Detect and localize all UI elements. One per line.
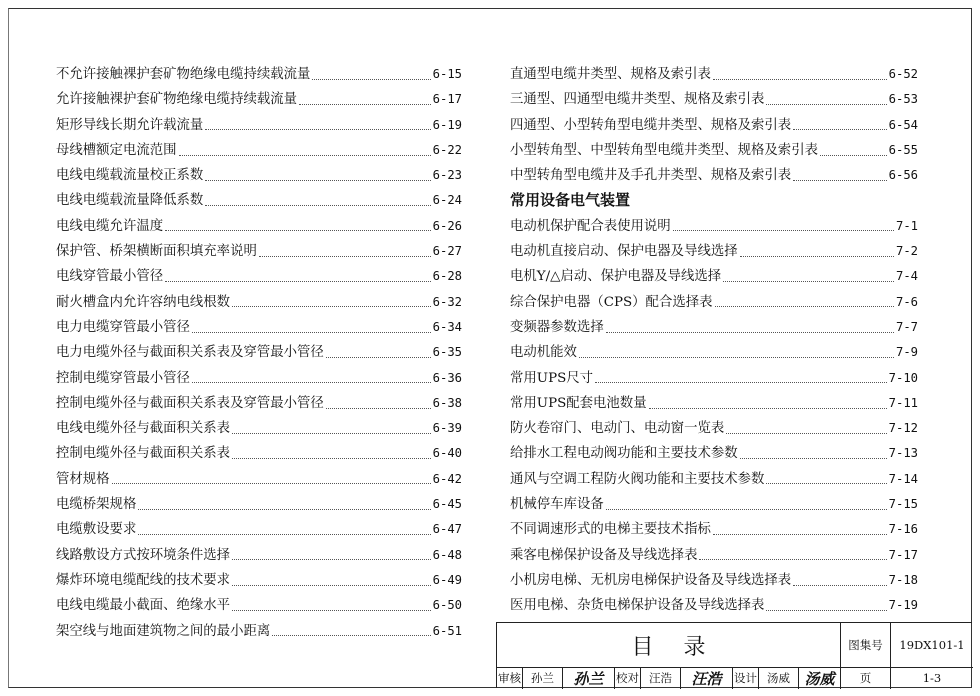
- toc-entry-page: 7-1: [895, 218, 918, 233]
- toc-entry: [56, 568, 462, 593]
- toc-entry-title: 线路敷设方式按环境条件选择: [56, 547, 231, 563]
- toc-entry-page: 6-35: [432, 345, 462, 360]
- dot-leader: [326, 356, 431, 358]
- dot-leader: [699, 558, 886, 560]
- dot-leader: [205, 128, 430, 130]
- dot-leader: [205, 179, 430, 181]
- toc-entry-page: 6-28: [432, 269, 462, 284]
- dot-leader: [192, 381, 431, 383]
- toc-entry-page: 6-42: [432, 471, 462, 486]
- dot-leader: [259, 255, 431, 257]
- dot-leader: [606, 331, 894, 333]
- toc-entry-title: 控制电缆穿管最小管径: [56, 370, 190, 386]
- toc-entry-page: 6-24: [432, 193, 462, 208]
- toc-entry-page: 6-39: [432, 421, 462, 436]
- toc-entry-page: 6-50: [432, 598, 462, 613]
- toc-entry-title: 不同调速形式的电梯主要技术指标: [510, 522, 711, 538]
- toc-entry: [56, 366, 462, 391]
- toc-entry-title: 通风与空调工程防火阀功能和主要技术参数: [510, 471, 765, 487]
- dot-leader: [740, 457, 887, 459]
- toc-entry: [56, 416, 462, 441]
- dot-leader: [715, 305, 894, 307]
- toc-entry: [56, 543, 462, 568]
- toc-entry-title: 三通型、四通型电缆井类型、规格及索引表: [510, 92, 765, 108]
- toc-entry-title: 机械停车库设备: [510, 497, 604, 513]
- toc-entry-page: 6-52: [888, 67, 918, 81]
- toc-entry-page: 7-16: [888, 522, 918, 537]
- check-signature: 汪浩: [681, 667, 733, 689]
- toc-entry-title: 中型转角型电缆井及手孔井类型、规格及索引表: [510, 168, 792, 184]
- dot-leader: [299, 103, 431, 105]
- toc-entry-page: 6-23: [432, 168, 462, 183]
- toc-entry: [510, 87, 918, 112]
- toc-entry-title: 电线电缆允许温度: [56, 218, 164, 234]
- dot-leader: [232, 432, 431, 434]
- toc-entry-title: 架空线与地面建筑物之间的最小距离: [56, 623, 271, 639]
- section-heading: 常用设备电气装置: [510, 191, 631, 210]
- toc-entry-page: 7-4: [895, 269, 918, 284]
- toc-entry-page: 6-27: [432, 244, 462, 259]
- toc-entry-page: 6-49: [432, 572, 462, 587]
- toc-entry: [56, 290, 462, 315]
- toc-entry: [510, 441, 918, 466]
- toc-entry-title: 控制电缆外径与截面积关系表及穿管最小管径: [56, 395, 324, 411]
- toc-entry-page: 6-26: [432, 218, 462, 233]
- toc-entry-title: 医用电梯、杂货电梯保护设备及导线选择表: [510, 598, 765, 614]
- toc-entry-page: 7-19: [888, 598, 918, 613]
- toc-entry-title: 耐火槽盒内允许容纳电线根数: [56, 294, 231, 310]
- toc-entry-page: 6-15: [432, 67, 462, 81]
- toc-entry-title: 电线穿管最小管径: [56, 269, 164, 285]
- toc-entry-page: 7-12: [888, 421, 918, 436]
- toc-entry-page: 7-2: [895, 244, 918, 259]
- toc-entry: [56, 492, 462, 517]
- toc-entry-title: 电线电缆载流量降低系数: [56, 193, 204, 209]
- toc-entry: [56, 593, 462, 618]
- toc-entry-page: 7-13: [888, 446, 918, 461]
- dot-leader: [312, 78, 430, 80]
- toc-entry-page: 7-11: [888, 395, 918, 410]
- dot-leader: [326, 407, 431, 409]
- toc-entry-title: 矩形导线长期允许载流量: [56, 117, 204, 133]
- toc-entry-page: 6-34: [432, 319, 462, 334]
- toc-entry: [56, 138, 462, 163]
- toc-entry: [510, 264, 918, 289]
- dot-leader: [179, 154, 431, 156]
- toc-right-top-list: [510, 62, 918, 188]
- toc-entry-page: 6-45: [432, 497, 462, 512]
- toc-entry: [510, 62, 918, 87]
- dot-leader: [793, 584, 886, 586]
- toc-entry: [56, 315, 462, 340]
- toc-entry-page: 6-47: [432, 522, 462, 537]
- dot-leader: [766, 482, 886, 484]
- toc-entry-title: 爆炸环境电缆配线的技术要求: [56, 572, 231, 588]
- dot-leader: [205, 204, 430, 206]
- dot-leader: [726, 432, 886, 434]
- toc-right-bottom-list: [510, 214, 918, 619]
- toc-entry: [510, 517, 918, 542]
- toc-entry-page: 6-51: [432, 623, 462, 638]
- toc-entry-title: 电动机能效: [510, 345, 577, 361]
- toc-entry: [56, 188, 462, 213]
- toc-entry: [56, 340, 462, 365]
- toc-entry-title: 防火卷帘门、电动门、电动窗一览表: [510, 421, 725, 437]
- toc-entry: [56, 264, 462, 289]
- design-name: 汤威: [759, 667, 799, 689]
- dot-leader: [820, 154, 887, 156]
- design-label: 设计: [733, 667, 759, 689]
- toc-entry: [56, 113, 462, 138]
- toc-entry-page: 6-17: [432, 92, 462, 107]
- toc-entry: [510, 391, 918, 416]
- dot-leader: [112, 482, 431, 484]
- toc-entry-title: 允许接触裸护套矿物绝缘电缆持续载流量: [56, 92, 298, 108]
- toc-entry-title: 电动机直接启动、保护电器及导线选择: [510, 244, 738, 260]
- toc-entry-page: 7-7: [895, 319, 918, 334]
- toc-entry: [510, 138, 918, 163]
- toc-entry-page: 7-14: [888, 471, 918, 486]
- toc-entry: [56, 87, 462, 112]
- dot-leader: [579, 356, 894, 358]
- toc-entry: [510, 315, 918, 340]
- review-label: 审核: [497, 667, 523, 689]
- toc-entry: [56, 441, 462, 466]
- toc-entry-title: 电线电缆最小截面、绝缘水平: [56, 598, 231, 614]
- title-block-title: 目录: [497, 623, 841, 667]
- toc-entry-page: 6-53: [888, 92, 918, 107]
- toc-entry: [56, 214, 462, 239]
- design-signature: 汤威: [799, 667, 841, 689]
- dot-leader: [138, 508, 430, 510]
- toc-entry: [510, 568, 918, 593]
- toc-entry-title: 小机房电梯、无机房电梯保护设备及导线选择表: [510, 572, 792, 588]
- dot-leader: [595, 381, 887, 383]
- toc-entry-page: 7-9: [895, 345, 918, 360]
- dot-leader: [272, 634, 430, 636]
- dot-leader: [138, 533, 430, 535]
- dot-leader: [232, 305, 431, 307]
- toc-entry: [56, 391, 462, 416]
- toc-entry: [510, 340, 918, 365]
- toc-entry-page: 7-10: [888, 370, 918, 385]
- toc-entry-page: 6-55: [888, 142, 918, 157]
- toc-entry-page: 6-48: [432, 547, 462, 562]
- toc-entry: [510, 492, 918, 517]
- toc-entry-title: 四通型、小型转角型电缆井类型、规格及索引表: [510, 117, 792, 133]
- page-number: 1-3: [922, 671, 942, 685]
- toc-entry-title: 电缆敷设要求: [56, 522, 137, 538]
- toc-entry-page: 6-40: [432, 446, 462, 461]
- toc-entry: [510, 467, 918, 492]
- toc-entry-title: 直通型电缆井类型、规格及索引表: [510, 67, 711, 82]
- toc-entry-title: 控制电缆外径与截面积关系表: [56, 446, 231, 462]
- toc-entry-title: 综合保护电器（CPS）配合选择表: [510, 294, 713, 310]
- toc-entry: [510, 416, 918, 441]
- toc-entry-page: 6-56: [888, 168, 918, 183]
- toc-entry: [510, 366, 918, 391]
- toc-entry-page: 6-38: [432, 395, 462, 410]
- atlas-no-label: 图集号: [841, 623, 891, 667]
- dot-leader: [232, 609, 431, 611]
- title-block: [496, 622, 972, 688]
- toc-entry-page: 6-19: [432, 117, 462, 132]
- dot-leader: [165, 229, 431, 231]
- dot-leader: [232, 457, 431, 459]
- dot-leader: [165, 280, 431, 282]
- toc-entry-page: 6-22: [432, 142, 462, 157]
- toc-entry: [510, 113, 918, 138]
- toc-entry: [510, 290, 918, 315]
- dot-leader: [766, 103, 886, 105]
- toc-entry: [510, 163, 918, 188]
- toc-entry: [510, 543, 918, 568]
- toc-entry-title: 给排水工程电动阀功能和主要技术参数: [510, 446, 738, 462]
- toc-entry-title: 电力电缆外径与截面积关系表及穿管最小管径: [56, 345, 324, 361]
- toc-entry-title: 常用UPS尺寸: [510, 370, 594, 386]
- dot-leader: [232, 558, 431, 560]
- dot-leader: [723, 280, 894, 282]
- toc-entry-title: 电线电缆载流量校正系数: [56, 168, 204, 184]
- dot-leader: [713, 78, 887, 80]
- toc-entry-title: 电线电缆外径与截面积关系表: [56, 421, 231, 437]
- toc-entry: [56, 619, 462, 644]
- toc-entry: [56, 239, 462, 264]
- toc-entry-page: 7-18: [888, 572, 918, 587]
- toc-entry: [510, 214, 918, 239]
- review-name: 孙兰: [523, 667, 563, 689]
- dot-leader: [713, 533, 887, 535]
- toc-entry-page: 7-15: [888, 497, 918, 512]
- toc-entry: [56, 467, 462, 492]
- toc-entry: [510, 239, 918, 264]
- toc-entry-title: 电机Y/△启动、保护电器及导线选择: [510, 269, 722, 285]
- dot-leader: [192, 331, 431, 333]
- toc-entry-title: 变频器参数选择: [510, 319, 604, 335]
- review-signature: 孙兰: [563, 667, 615, 689]
- toc-entry-title: 小型转角型、中型转角型电缆井类型、规格及索引表: [510, 142, 818, 158]
- toc-entry-page: 7-17: [888, 547, 918, 562]
- toc-entry-title: 电力电缆穿管最小管径: [56, 319, 190, 335]
- toc-entry-page: 7-6: [895, 294, 918, 309]
- dot-leader: [766, 609, 886, 611]
- dot-leader: [673, 229, 894, 231]
- toc-entry: [510, 593, 918, 618]
- toc-entry-page: 6-32: [432, 294, 462, 309]
- dot-leader: [649, 407, 887, 409]
- toc-entry-title: 电动机保护配合表使用说明: [510, 218, 671, 234]
- toc-entry-page: 6-54: [888, 117, 918, 132]
- toc-entry-title: 不允许接触裸护套矿物绝缘电缆持续载流量: [56, 67, 311, 82]
- toc-entry-page: 6-36: [432, 370, 462, 385]
- dot-leader: [606, 508, 887, 510]
- check-name: 汪浩: [641, 667, 681, 689]
- toc-entry-title: 电缆桥架规格: [56, 497, 137, 513]
- atlas-no-value: 19DX101-1: [899, 638, 965, 652]
- toc-entry-title: 管材规格: [56, 471, 110, 487]
- dot-leader: [740, 255, 894, 257]
- check-label: 校对: [615, 667, 641, 689]
- dot-leader: [793, 179, 886, 181]
- toc-right-column: [510, 62, 918, 619]
- toc-entry: [56, 62, 462, 87]
- toc-entry-title: 乘客电梯保护设备及导线选择表: [510, 547, 698, 563]
- dot-leader: [793, 128, 886, 130]
- page-label: 页: [841, 667, 891, 689]
- toc-entry: [56, 517, 462, 542]
- toc-left-column: [56, 62, 462, 644]
- toc-entry-title: 保护管、桥架横断面积填充率说明: [56, 244, 257, 260]
- toc-entry-title: 母线槽额定电流范围: [56, 142, 177, 158]
- dot-leader: [232, 584, 431, 586]
- toc-entry-title: 常用UPS配套电池数量: [510, 395, 647, 411]
- toc-entry: [56, 163, 462, 188]
